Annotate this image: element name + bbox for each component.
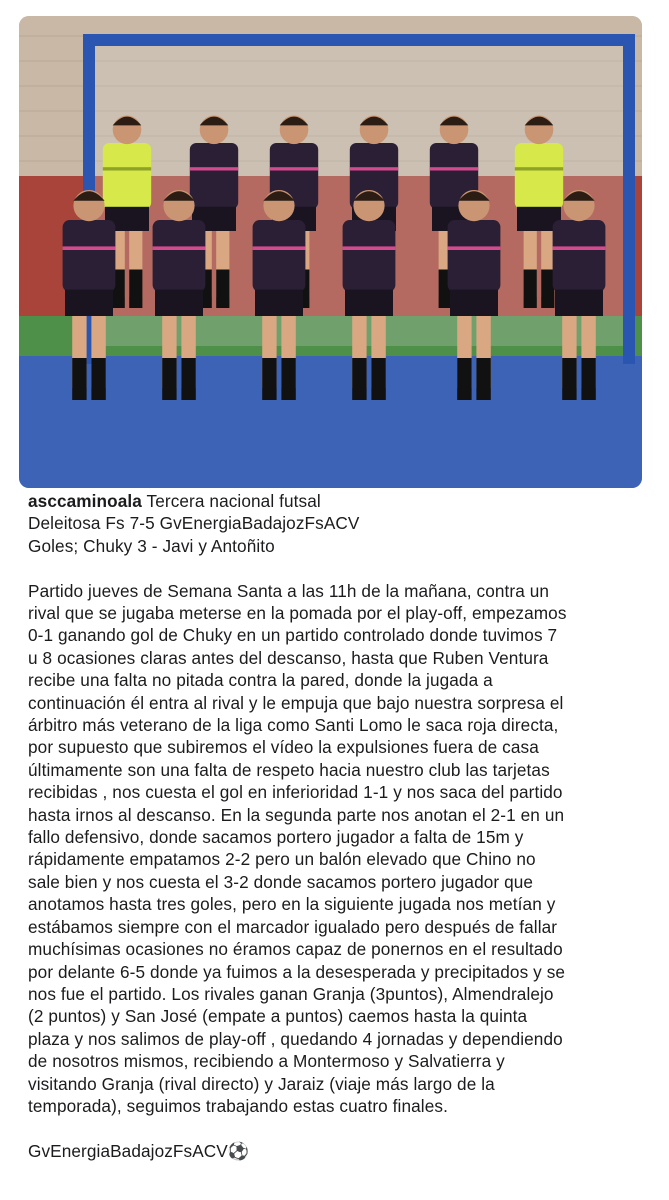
caption-body-line: temporada), seguimos trabajando estas cuatro finales. xyxy=(28,1095,448,1116)
caption-body-line: rival que se jugaba meterse en la pomada por el play-off, empezamos xyxy=(28,603,567,624)
caption-score: Deleitosa Fs 7-5 GvEnergiaBadajozFsACV xyxy=(28,513,360,534)
players-group xyxy=(19,16,642,488)
caption-body-line: recibe una falta no pitada contra la pared, donde la jugada a xyxy=(28,670,493,691)
player-figure xyxy=(343,190,396,400)
caption-body-line: 0-1 ganando gol de Chuky en un partido controlado donde tuvimos 7 xyxy=(28,625,558,646)
caption-body xyxy=(28,580,648,1118)
spacer xyxy=(28,557,648,579)
caption-body-line: rápidamente empatamos 2-2 pero un balón elevado que Chino no xyxy=(28,849,536,870)
caption-body-line: anotamos hasta tres goles, pero en la siguiente jugada nos metían y xyxy=(28,894,556,915)
caption-title: Tercera nacional futsal xyxy=(146,491,321,511)
username-link[interactable]: asccaminoala xyxy=(28,491,142,511)
player-figure xyxy=(253,190,306,400)
caption-body-line: visitando Granja (rival directo) y Jaraiz (viaje más largo de la xyxy=(28,1073,495,1094)
hashtag-link[interactable]: GvEnergiaBadajozFsACV⚽ xyxy=(28,1140,250,1161)
player-figure xyxy=(63,190,116,400)
caption-body-line: fallo defensivo, donde sacamos portero jugador a falta de 15m y xyxy=(28,827,524,848)
post-photo[interactable] xyxy=(19,16,642,488)
player-figure xyxy=(448,190,501,400)
spacer xyxy=(28,1117,648,1139)
caption-body-line: (2 puntos) y San José (empate a puntos) caemos hasta la quinta xyxy=(28,1006,528,1027)
caption-body-line: recibidas , nos cuesta el gol en inferioridad 1-1 y nos saca del partido xyxy=(28,782,563,803)
caption-body-line: estábamos siempre con el marcador igualado pero después de fallar xyxy=(28,916,558,937)
player-figure xyxy=(153,190,206,400)
caption-body-line: sale bien y nos cuesta el 3-2 donde sacamos portero jugador que xyxy=(28,871,534,892)
caption-goals: Goles; Chuky 3 - Javi y Antoñito xyxy=(28,535,275,556)
caption-body-line: hasta irnos al descanso. En la segunda parte nos anotan el 2-1 en un xyxy=(28,804,565,825)
caption-body-line: muchísimas ocasiones no éramos capaz de ponernos en el resultado xyxy=(28,939,563,960)
caption-body-line: por delante 6-5 donde ya fuimos a la desesperada y precipitados y se xyxy=(28,961,566,982)
caption-body-line: u 8 ocasiones claras antes del descanso, hasta que Ruben Ventura xyxy=(28,647,549,668)
caption-body-line: por supuesto que subiremos el vídeo la expulsiones fuera de casa xyxy=(28,737,539,758)
caption-body-line: últimamente son una falta de respeto hacia nuestro club las tarjetas xyxy=(28,759,550,780)
caption-body-line: continuación él entra al rival y le empuja que bajo nuestra sorpresa el xyxy=(28,692,564,713)
caption-body-line: de nosotros mismos, recibiendo a Montermoso y Salvatierra y xyxy=(28,1051,505,1072)
caption-body-line: plaza y nos salimos de play-off , quedando 4 jornadas y dependiendo xyxy=(28,1028,563,1049)
caption-body-line: árbitro más veterano de la liga como Santi Lomo le saca roja directa, xyxy=(28,715,559,736)
caption-body-line: nos fue el partido. Los rivales ganan Granja (3puntos), Almendralejo xyxy=(28,983,554,1004)
player-figure xyxy=(553,190,606,400)
caption-body-line: Partido jueves de Semana Santa a las 11h de la mañana, contra un xyxy=(28,580,550,601)
post-caption xyxy=(28,490,648,1162)
